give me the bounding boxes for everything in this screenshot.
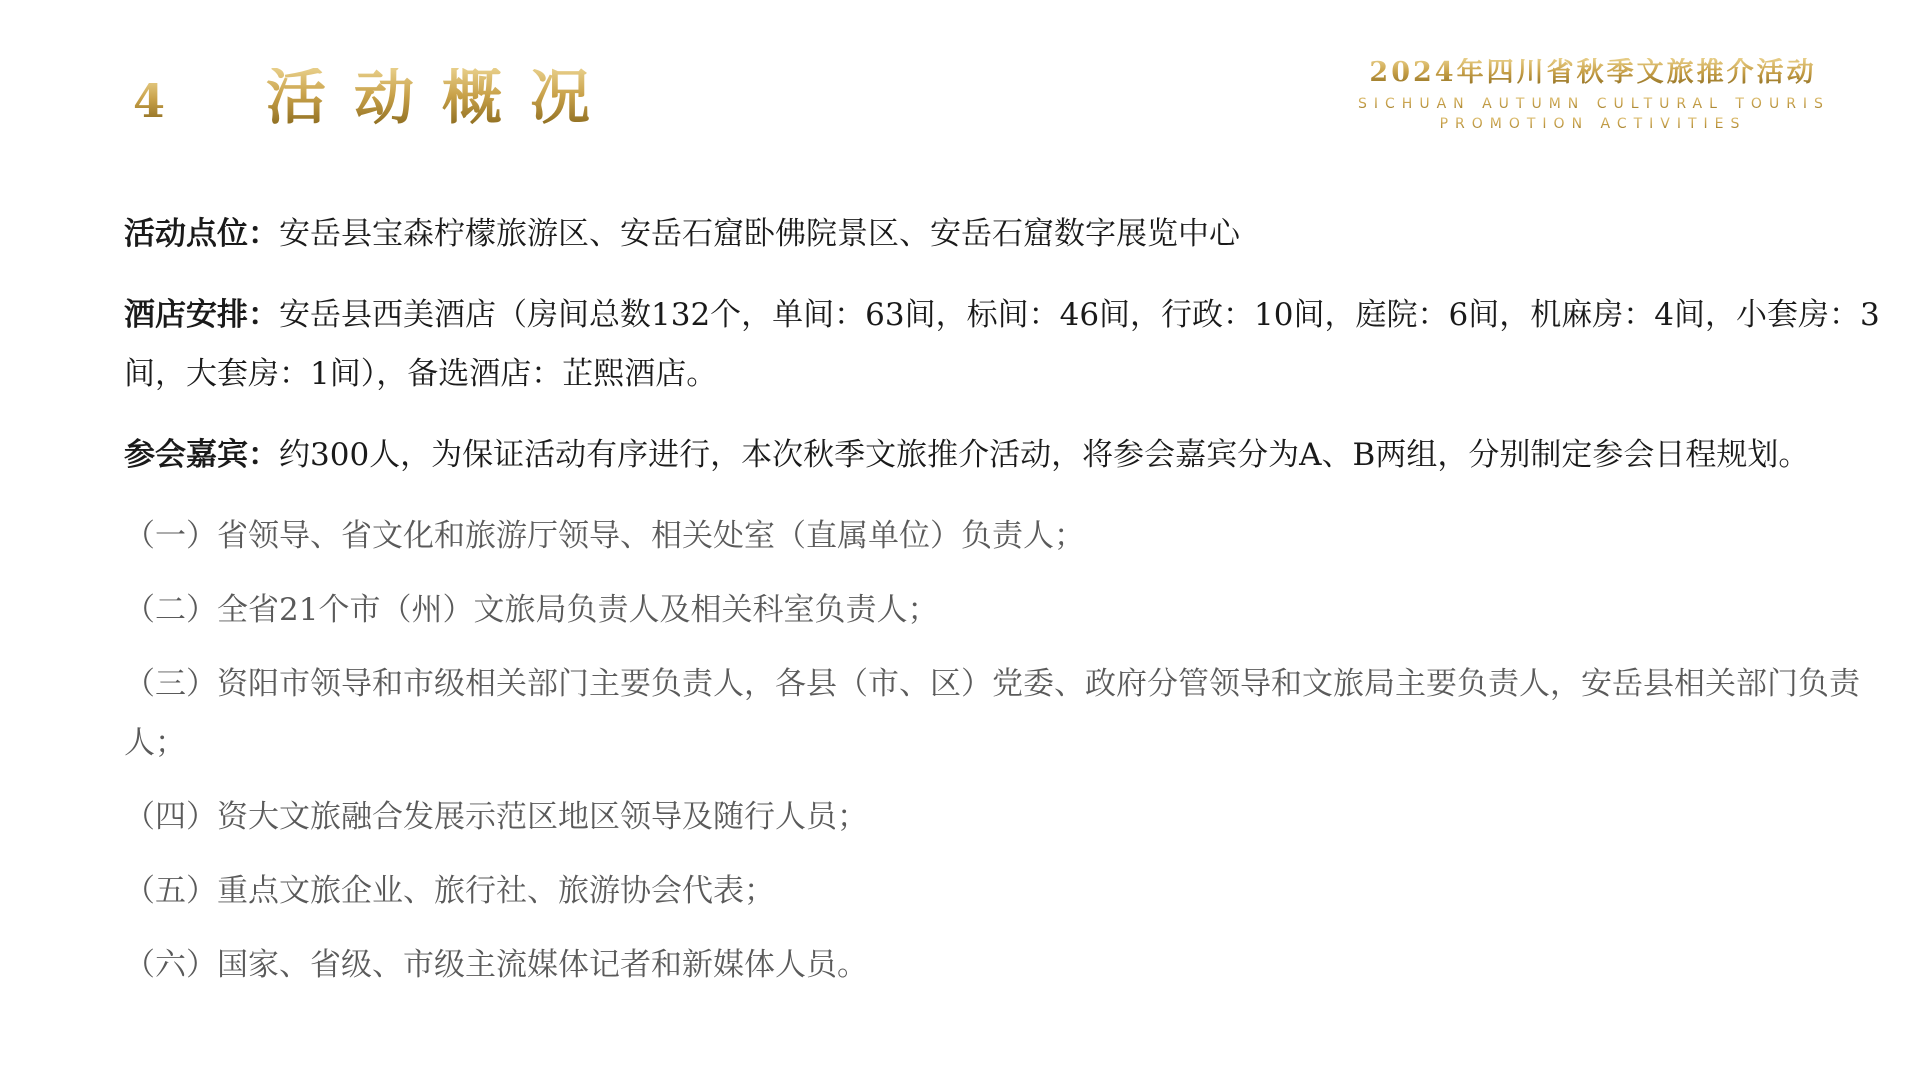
guest-group-item: （三）资阳市领导和市级相关部门主要负责人，各县（市、区）党委、政府分管领导和文旅局主要负责人，安岳县相关部门负责人； bbox=[124, 666, 1860, 761]
content-body bbox=[124, 205, 1914, 1010]
section-title: 活动概况 bbox=[266, 63, 618, 133]
guest-group-item: （六）国家、省级、市级主流媒体记者和新媒体人员。 bbox=[124, 947, 868, 983]
guests-label: 参会嘉宾： bbox=[124, 437, 279, 473]
section-number: 4 bbox=[133, 74, 166, 128]
hotel-paragraph bbox=[124, 286, 1914, 404]
guests-paragraph bbox=[124, 426, 1914, 485]
guest-group-list bbox=[124, 507, 1914, 995]
guest-group-item: （一）省领导、省文化和旅游厅领导、相关处室（直属单位）负责人； bbox=[124, 518, 1085, 554]
venue-label: 活动点位： bbox=[124, 216, 279, 252]
guest-group-item: （二）全省21个市（州）文旅局负责人及相关科室负责人； bbox=[124, 592, 939, 628]
brand-subtitle-en-line1: SICHUAN AUTUMN CULTURAL TOURISM bbox=[1358, 94, 1828, 114]
venue-text: 安岳县宝森柠檬旅游区、安岳石窟卧佛院景区、安岳石窟数字展览中心 bbox=[279, 216, 1240, 252]
brand-title-cn: 2024年四川省秋季文旅推介活动 bbox=[1358, 58, 1828, 88]
hotel-label: 酒店安排： bbox=[124, 297, 279, 333]
guests-text: 约300人，为保证活动有序进行，本次秋季文旅推介活动，将参会嘉宾分为A、B两组，分别制定参会日程规划。 bbox=[279, 437, 1810, 473]
brand-block bbox=[1358, 57, 1850, 134]
hotel-text: 安岳县西美酒店（房间总数132个，单间：63间，标间：46间，行政：10间，庭院：6间，机麻房：4间，小套房：3间，大套房：1间），备选酒店：芷熙酒店。 bbox=[124, 297, 1880, 392]
guest-group-item: （五）重点文旅企业、旅行社、旅游协会代表； bbox=[124, 873, 775, 909]
guest-group-item: （四）资大文旅融合发展示范区地区领导及随行人员； bbox=[124, 799, 868, 835]
venue-paragraph bbox=[124, 205, 1914, 264]
brand-subtitle-en-line2: PROMOTION ACTIVITIES bbox=[1358, 114, 1828, 134]
